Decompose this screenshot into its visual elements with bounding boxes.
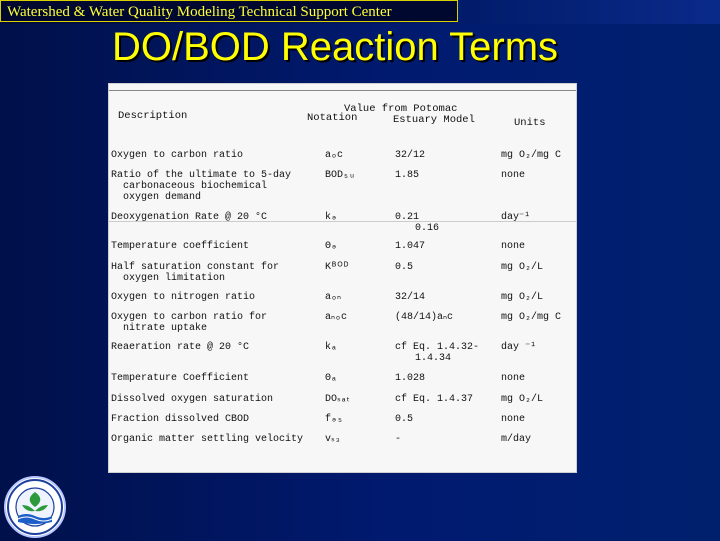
row-value: 1.85 [395, 170, 420, 181]
row-description: Temperature Coefficient [111, 373, 250, 384]
row-units: day⁻¹ [501, 212, 531, 223]
row-notation: kₐ [325, 342, 338, 353]
reaction-terms-table [108, 83, 577, 473]
header-units: Units [514, 117, 546, 129]
row-description: oxygen limitation [123, 273, 226, 284]
row-description: carbonaceous biochemical [123, 181, 268, 192]
row-description: Dissolved oxygen saturation [111, 394, 274, 405]
row-value: 32/12 [395, 150, 426, 161]
row-description: Oxygen to carbon ratio [111, 150, 244, 161]
row-description: Reaeration rate @ 20 °C [111, 342, 250, 353]
row-notation: kₔ [325, 212, 338, 223]
row-units: mg O₂/mg C [501, 312, 562, 323]
table-top-rule [109, 90, 577, 91]
row-description: Temperature coefficient [111, 241, 250, 252]
row-value: cf Eq. 1.4.32- [395, 342, 480, 353]
row-notation: DOₛₐₜ [325, 394, 350, 405]
row-value: 0.16 [415, 223, 440, 234]
epa-seal-icon [4, 476, 66, 538]
header-title-box [0, 0, 458, 22]
row-units: mg O₂/L [501, 394, 544, 405]
row-description: nitrate uptake [123, 323, 208, 334]
row-notation: Kᴮᴼᴰ [325, 262, 350, 273]
header-notation: Notation [307, 112, 358, 124]
row-notation: Θₐ [325, 373, 338, 384]
row-units: mg O₂/L [501, 292, 544, 303]
row-value: 0.5 [395, 262, 414, 273]
row-units: mg O₂/mg C [501, 150, 562, 161]
epa-seal-graphic [6, 478, 64, 536]
row-value: 1.028 [395, 373, 426, 384]
row-value: 0.21 [395, 212, 420, 223]
row-value: 32/14 [395, 292, 426, 303]
row-units: m/day [501, 434, 532, 445]
row-notation: aₒc [325, 150, 344, 161]
row-description: Ratio of the ultimate to 5-day [111, 170, 292, 181]
center-name: Watershed & Water Quality Modeling Technical Support Center [7, 4, 392, 20]
row-notation: fₔ₅ [325, 414, 344, 425]
row-units: none [501, 170, 526, 181]
row-description: Fraction dissolved CBOD [111, 414, 250, 425]
row-description: Half saturation constant for [111, 262, 280, 273]
row-description: Organic matter settling velocity [111, 434, 304, 445]
row-units: mg O₂/L [501, 262, 544, 273]
row-value: 1.4.34 [415, 353, 452, 364]
row-notation: aₒₙ [325, 292, 341, 303]
row-units: none [501, 414, 526, 425]
row-value: 0.5 [395, 414, 414, 425]
row-description: oxygen demand [123, 192, 202, 203]
row-notation: vₛ₃ [325, 434, 341, 445]
header-value-line2: Estuary Model [393, 114, 475, 126]
row-notation: Θₔ [325, 241, 338, 252]
row-value: cf Eq. 1.4.37 [395, 394, 474, 405]
row-value: 1.047 [395, 241, 426, 252]
slide-title: DO/BOD Reaction Terms [112, 25, 559, 69]
row-units: none [501, 373, 526, 384]
row-description: Oxygen to nitrogen ratio [111, 292, 256, 303]
row-units: none [501, 241, 526, 252]
header-value-line1: Value from Potomac [344, 103, 458, 115]
row-value: (48/14)aₙc [395, 312, 453, 323]
row-notation: aₙₒc [325, 312, 347, 323]
row-value: - [395, 434, 402, 445]
row-description: Oxygen to carbon ratio for [111, 312, 268, 323]
row-units: day ⁻¹ [501, 342, 537, 353]
row-notation: BOD₅ᵤ [325, 170, 356, 181]
header-description: Description [118, 110, 188, 122]
row-description: Deoxygenation Rate @ 20 °C [111, 212, 268, 223]
